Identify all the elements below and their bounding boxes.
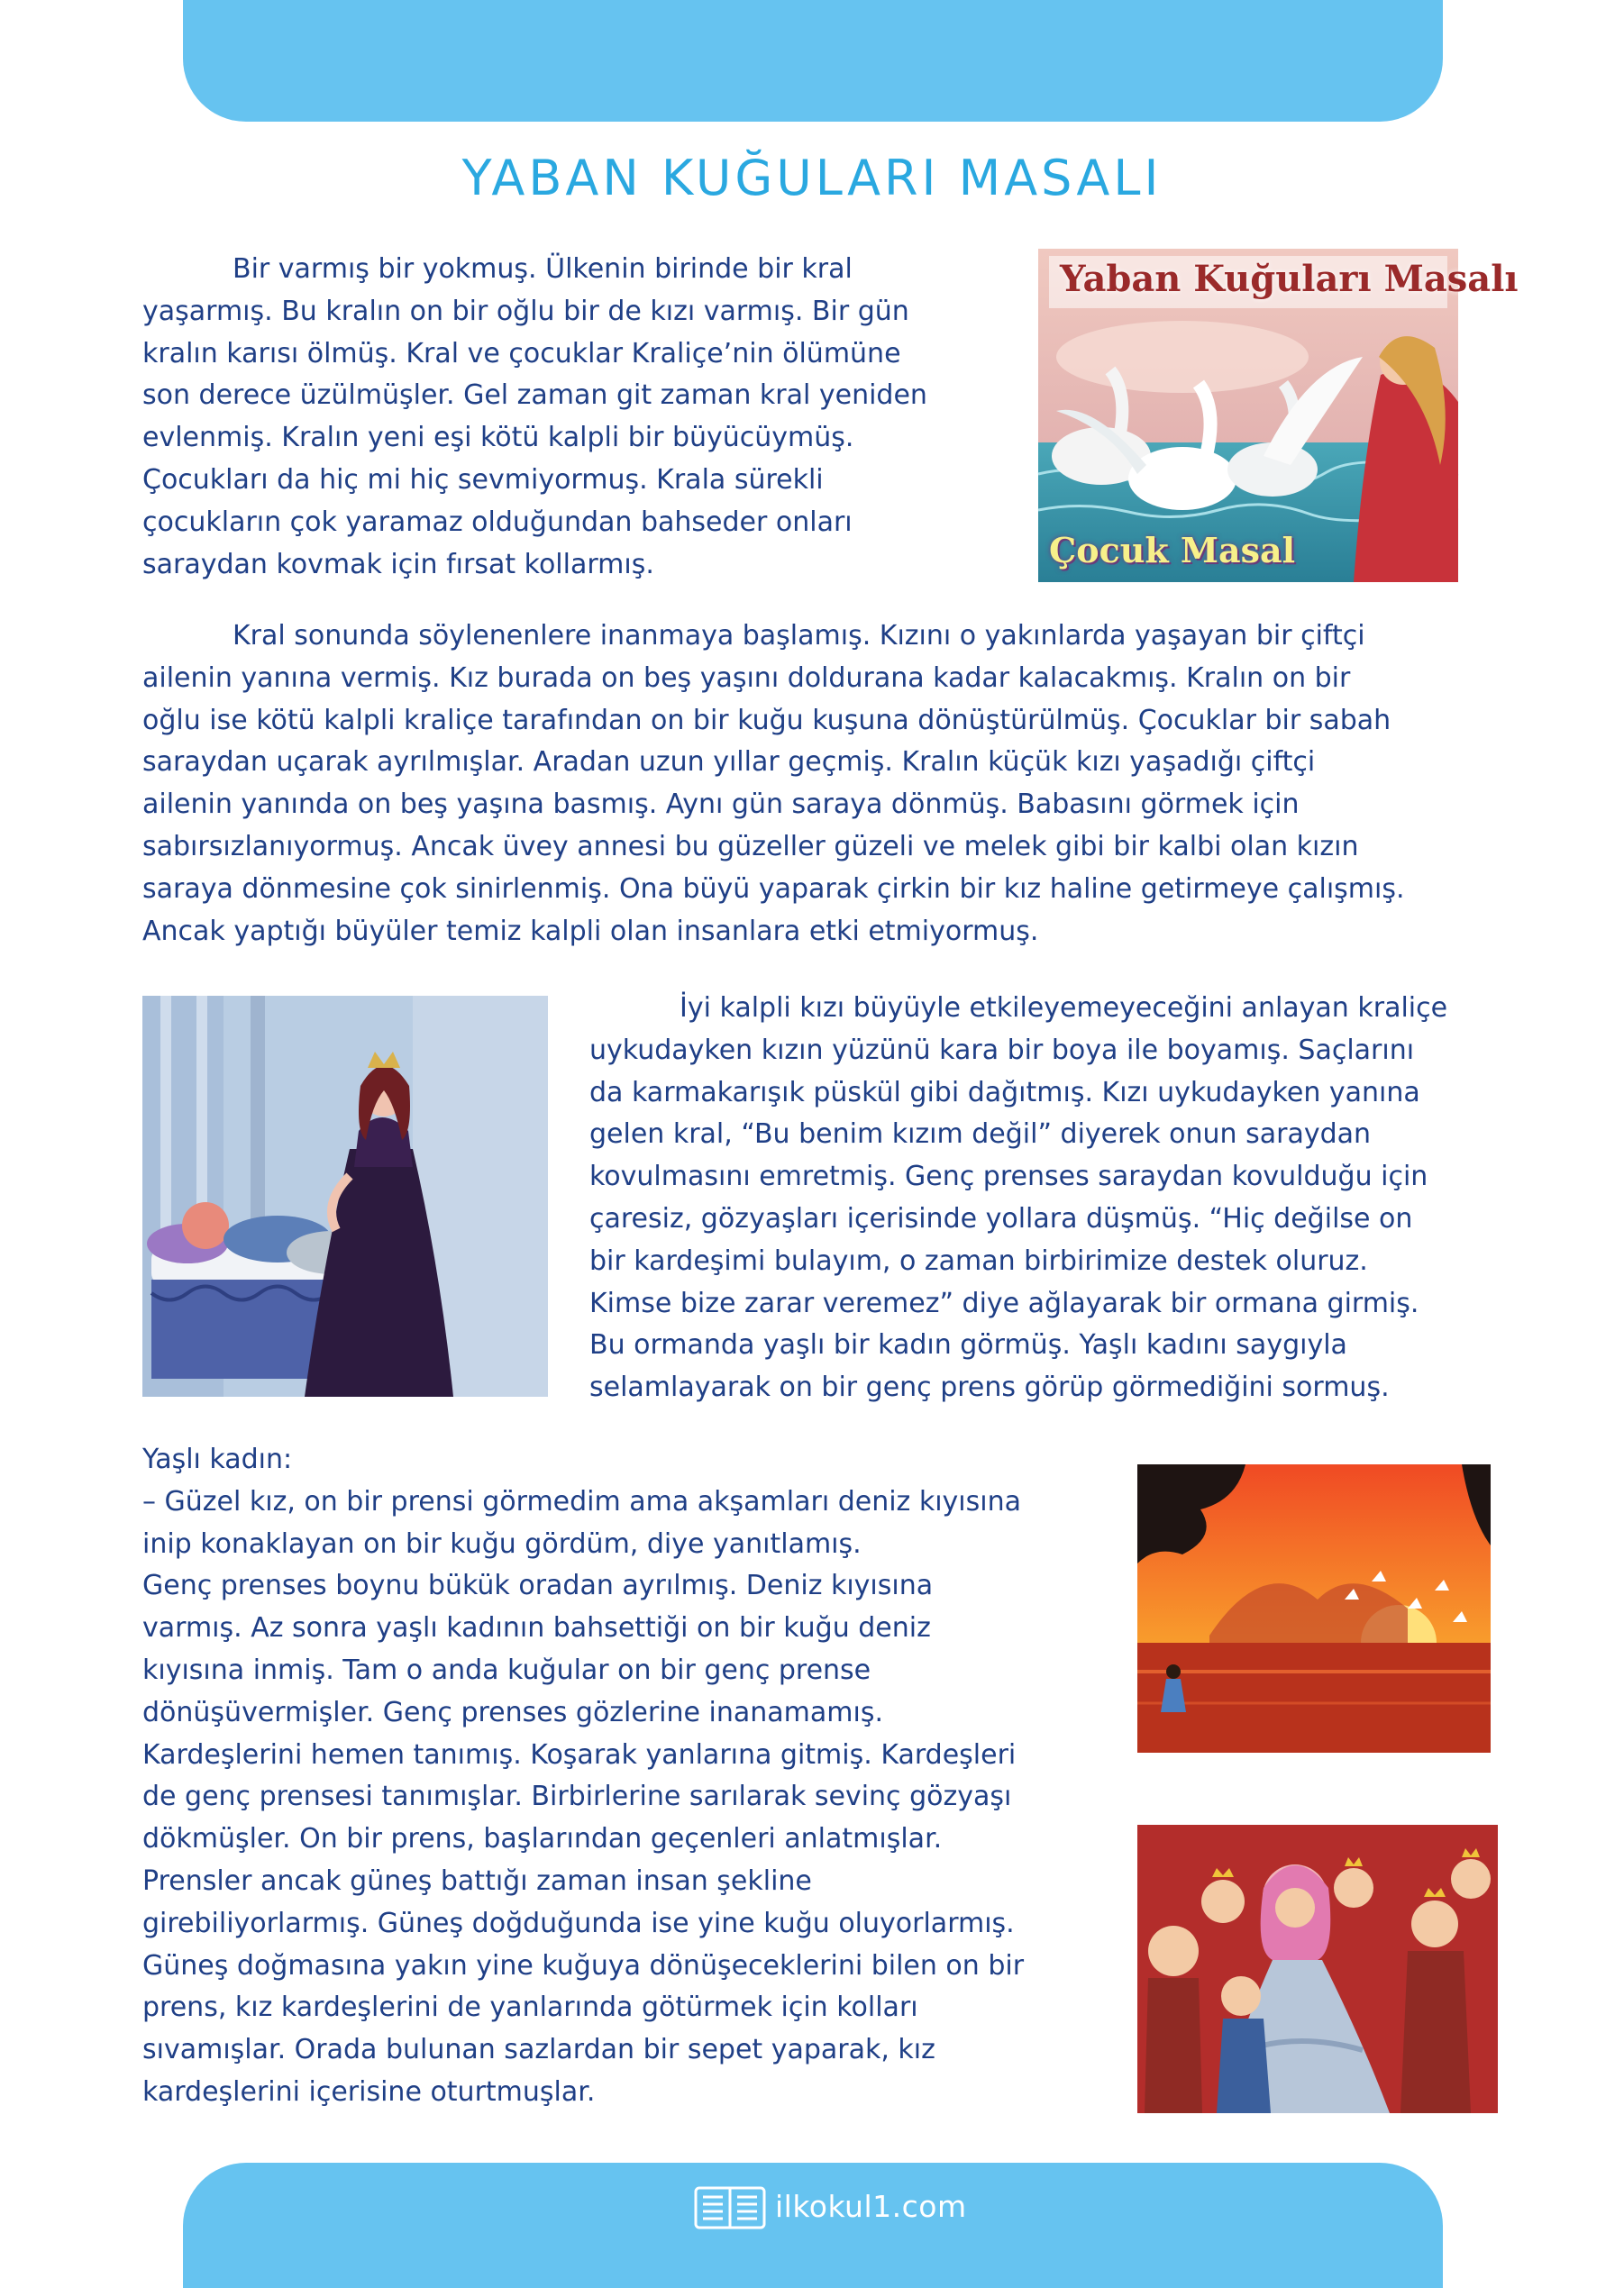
text-line: Yaşlı kadın: — [142, 1444, 293, 1475]
text-line: prens, kız kardeşlerini de yanlarında götürmek için kolları — [142, 1992, 918, 2024]
text-line: Ancak yaptığı büyüler temiz kalpli olan insanlara etki etmiyormuş. — [142, 915, 1039, 947]
text-line: çaresiz, gözyaşları içerisinde yollara düşmüş. “Hiç değilse on — [589, 1202, 1413, 1235]
text-line: Güneş doğmasına yakın yine kuğuya dönüşeceklerini bilen on bir — [142, 1949, 1025, 1982]
text-line: selamlayarak on bir genç prens görüp görmediğini sormuş. — [589, 1372, 1390, 1404]
page-title: YABAN KUĞULARI MASALI — [461, 150, 1163, 206]
text-line: bir kardeşimi bulayım, o zaman birbirimize destek oluruz. — [589, 1244, 1368, 1277]
paragraph-2 — [142, 615, 1494, 953]
queen-illustration — [142, 996, 548, 1397]
text-line: dökmüşler. On bir prens, başlarından geçenleri anlatmışlar. — [142, 1823, 943, 1855]
text-line: Çocukları da hiç mi hiç sevmiyormuş. Krala sürekli — [142, 463, 824, 496]
text-line: Kral sonunda söylenenlere inanmaya başlamış. Kızını o yakınlarda yaşayan bir çiftçi — [233, 620, 1365, 652]
paragraph-1 — [142, 249, 1008, 586]
text-line: varmış. Az sonra yaşlı kadının bahsettiği on bir kuğu deniz — [142, 1612, 931, 1645]
text-line: uykudayken kızın yüzünü kara bir boya ile boyamış. Saçlarını — [589, 1034, 1415, 1066]
text-line: Kardeşlerini hemen tanımış. Koşarak yanlarına gitmiş. Kardeşleri — [142, 1738, 1017, 1771]
reunion-illustration — [1137, 1825, 1498, 2113]
text-line: ailenin yanında on beş yaşına basmış. Aynı gün saraya dönmüş. Babasını görmek için — [142, 788, 1300, 821]
text-line: inip konaklayan on bir kuğu gördüm, diye yanıtlamış. — [142, 1527, 862, 1560]
text-line: evlenmiş. Kralın yeni eşi kötü kalpli bir büyücüymüş. — [142, 422, 854, 454]
text-line: kralın karısı ölmüş. Kral ve çocuklar Kraliçe’nin ölümüne — [142, 337, 901, 369]
paragraph-3 — [589, 988, 1491, 1409]
text-line: da karmakarışık püskül gibi dağıtmış. Kızı uykudayken yanına — [589, 1076, 1420, 1108]
text-line: Bu ormanda yaşlı bir kadın görmüş. Yaşlı kadını saygıyla — [589, 1329, 1347, 1362]
text-line: – Güzel kız, on bir prensi görmedim ama akşamları deniz kıyısına — [142, 1485, 1021, 1518]
text-line: dönüşüvermişler. Genç prenses gözlerine inanamamış. — [142, 1696, 883, 1728]
text-line: saraydan uçarak ayrılmışlar. Aradan uzun yıllar geçmiş. Kralın küçük kızı yaşadığı çiftçi — [142, 746, 1316, 779]
logo-text: ilkokul1.com — [775, 2188, 967, 2224]
site-logo — [694, 2179, 967, 2233]
book-icon — [694, 2183, 766, 2229]
text-line: gelen kral, “Bu benim kızım değil” diyerek onun saraydan — [589, 1118, 1372, 1151]
text-line: Bir varmış bir yokmuş. Ülkenin birinde bir kral — [233, 253, 853, 285]
text-line: girebiliyorlarmış. Güneş doğduğunda ise yine kuğu oluyorlarmış. — [142, 1907, 1015, 1939]
text-line: yaşarmış. Bu kralın on bir oğlu bir de kızı varmış. Bir gün — [142, 295, 909, 327]
text-line: Kimse bize zarar veremez” diye ağlayarak bir ormana girmiş. — [589, 1287, 1419, 1319]
text-line: Prensler ancak güneş battığı zaman insan şekline — [142, 1864, 812, 1897]
paragraph-4 — [142, 1439, 1116, 2114]
top-banner — [183, 0, 1443, 122]
text-line: ailenin yanına vermiş. Kız burada on beş yaşını doldurana kadar kalacakmış. Kralın on bir — [142, 661, 1351, 694]
swans-illustration — [1038, 249, 1519, 582]
sunset-illustration — [1137, 1464, 1491, 1753]
text-line: saraya dönmesine çok sinirlenmiş. Ona büyü yaparak çirkin bir kız haline getirmeye çalışmış. — [142, 872, 1405, 905]
text-line: sıvamışlar. Orada bulunan sazlardan bir sepet yaparak, kız — [142, 2034, 935, 2066]
text-line: Genç prenses boynu bükük oradan ayrılmış. Deniz kıyısına — [142, 1570, 934, 1602]
text-line: İyi kalpli kızı büyüyle etkileyemeyeceğini anlayan kraliçe — [680, 992, 1448, 1024]
text-line: sabırsızlanıyormuş. Ancak üvey annesi bu güzeller güzeli ve melek gibi bir kalbi olan kızın — [142, 830, 1359, 862]
text-line: oğlu ise kötü kalpli kraliçe tarafından on bir kuğu kuşuna dönüştürülmüş. Çocuklar bir sabah — [142, 704, 1391, 736]
text-line: çocukların çok yaramaz olduğundan bahseder onları — [142, 506, 853, 538]
text-line: de genç prensesi tanımışlar. Birbirlerine sarılarak sevinç gözyaşı — [142, 1781, 1012, 1813]
text-line: saraydan kovmak için fırsat kollarmış. — [142, 548, 654, 580]
text-line: kıyısına inmiş. Tam o anda kuğular on bir genç prense — [142, 1654, 871, 1686]
text-line: kovulmasını emretmiş. Genç prenses saraydan kovulduğu için — [589, 1161, 1428, 1193]
swans-caption-top: Yaban Kuğuları Masalı — [1060, 258, 1519, 300]
swans-caption-bottom: Çocuk Masal — [1049, 530, 1296, 570]
text-line: son derece üzülmüşler. Gel zaman git zaman kral yeniden — [142, 379, 927, 412]
text-line: kardeşlerini içerisine oturtmuşlar. — [142, 2075, 596, 2108]
